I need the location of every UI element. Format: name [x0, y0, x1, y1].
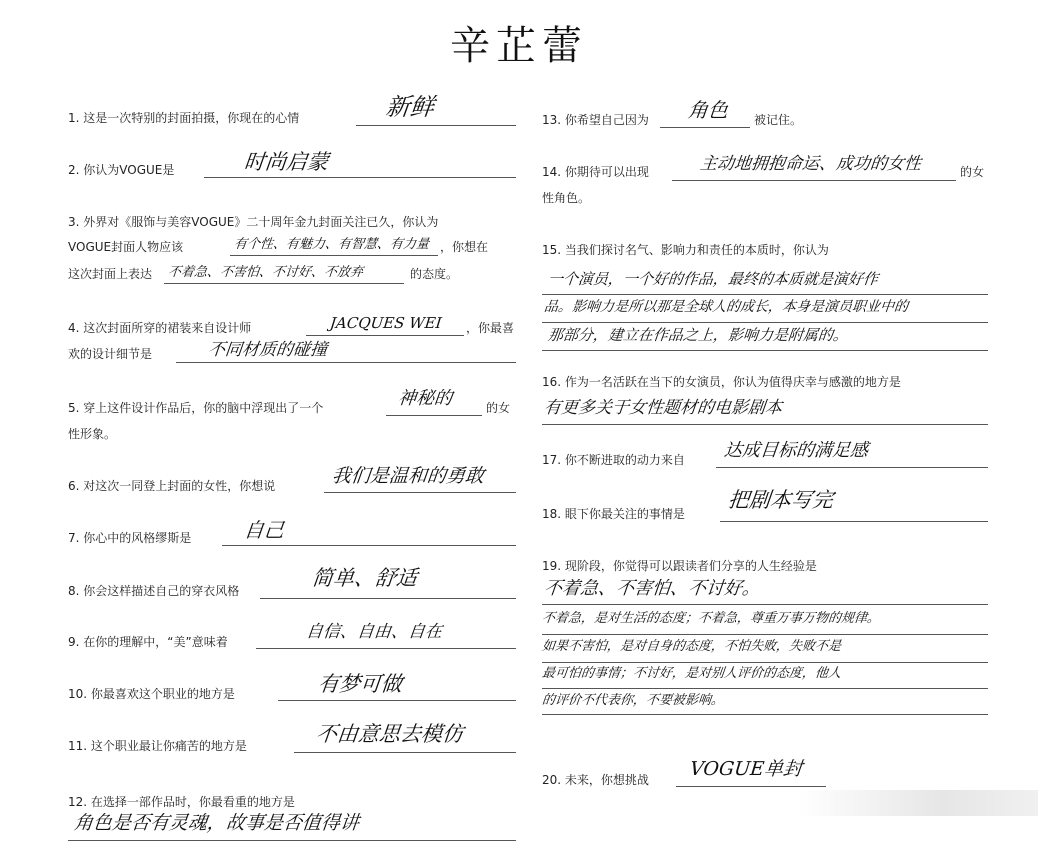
question-8-text: 8. 你会这样描述自己的穿衣风格 — [68, 584, 240, 598]
question-14 — [542, 164, 649, 180]
answer-15-line3: 那部分，建立在作品之上，影响力是附属的。 — [547, 326, 850, 344]
page-title: 辛芷蕾 — [450, 23, 588, 69]
question-17 — [542, 452, 685, 468]
question-3 — [68, 214, 438, 230]
question-16 — [542, 374, 901, 390]
answer-line-18 — [720, 521, 988, 522]
question-4-line1-post: ，你最喜 — [466, 321, 515, 335]
answer-line-15b — [542, 322, 988, 323]
question-9-text: 9. 在你的理解中，“美”意味着 — [68, 635, 228, 649]
question-3-line2-pre: VOGUE封面人物应该 — [68, 240, 184, 254]
answer-line-4b — [176, 362, 516, 363]
answer-line-8 — [260, 598, 516, 599]
answer-5: 神秘的 — [396, 388, 454, 409]
answer-line-1 — [356, 125, 516, 126]
answer-15-line1: 一个演员，一个好的作品，最终的本质就是演好作 — [547, 270, 880, 288]
answer-13: 角色 — [686, 98, 730, 122]
answer-19-line4: 最可怕的事情；不讨好，是对别人评价的态度，他人 — [541, 666, 842, 681]
question-3-line3-post: 的态度。 — [410, 267, 459, 281]
question-1 — [68, 110, 299, 126]
answer-line-5 — [386, 415, 482, 416]
answer-19-line2: 不着急，是对生活的态度；不着急，尊重万事万物的规律。 — [541, 611, 881, 626]
answer-line-3b — [164, 283, 404, 284]
question-14-suffix: 的女 — [960, 165, 985, 179]
question-13 — [542, 112, 649, 128]
question-15-text: 15. 当我们探讨名气、影响力和责任的本质时，你认为 — [542, 243, 829, 257]
answer-3a: 有个性、有魅力、有智慧、有力量 — [233, 237, 430, 252]
question-7 — [68, 530, 191, 546]
question-18 — [542, 506, 685, 522]
answer-9: 自信、自由、自在 — [305, 622, 444, 642]
answer-4b: 不同材质的碰撞 — [207, 340, 329, 360]
answer-line-3a — [230, 255, 438, 256]
answer-line-13 — [660, 127, 750, 128]
answer-line-19e — [542, 714, 988, 715]
question-18-text: 18. 眼下你最关注的事情是 — [542, 507, 685, 521]
answer-line-11 — [294, 752, 516, 753]
question-2 — [68, 162, 174, 178]
answer-10: 有梦可做 — [316, 672, 404, 696]
question-15 — [542, 242, 829, 258]
question-5 — [68, 400, 323, 416]
answer-line-12 — [68, 840, 516, 841]
question-19-text: 19. 现阶段，你觉得可以跟读者们分享的人生经验是 — [542, 559, 817, 573]
answer-2: 时尚启蒙 — [242, 150, 330, 174]
question-1-text: 1. 这是一次特别的封面拍摄，你现在的心情 — [68, 111, 300, 125]
question-16-text: 16. 作为一名活跃在当下的女演员，你认为值得庆幸与感激的地方是 — [542, 375, 901, 389]
answer-line-15a — [542, 294, 988, 295]
answer-12: 角色是否有灵魂，故事是否值得讲 — [72, 812, 361, 834]
answer-1: 新鲜 — [384, 93, 436, 121]
question-13-text: 13. 你希望自己因为 — [542, 113, 649, 127]
answer-line-17 — [716, 467, 988, 468]
question-9 — [68, 634, 228, 650]
question-13-suffix: 被记住。 — [754, 113, 803, 127]
question-7-text: 7. 你心中的风格缪斯是 — [68, 531, 192, 545]
question-11 — [68, 738, 247, 754]
answer-11: 不由意思去模仿 — [314, 722, 465, 746]
question-4-row2 — [68, 346, 152, 362]
question-12 — [68, 794, 295, 810]
answer-line-2 — [204, 177, 516, 178]
question-14-line2: 性角色。 — [542, 191, 591, 205]
scan-shadow — [798, 790, 1038, 816]
answer-8: 简单、舒适 — [310, 566, 419, 590]
question-4 — [68, 320, 251, 336]
question-10-text: 10. 你最喜欢这个职业的地方是 — [68, 687, 235, 701]
question-3-line1: 3. 外界对《服饰与美容VOGUE》二十周年金九封面关注已久，你认为 — [68, 215, 439, 229]
question-12-text: 12. 在选择一部作品时，你最看重的地方是 — [68, 795, 295, 809]
question-4-line2-pre: 欢的设计细节是 — [68, 347, 153, 361]
question-19 — [542, 558, 817, 574]
question-20 — [542, 772, 649, 788]
answer-16: 有更多关于女性题材的电影剧本 — [543, 398, 784, 418]
question-3-line3-pre: 这次封面上表达 — [68, 267, 153, 281]
answer-line-6 — [324, 492, 516, 493]
question-5-line2: 性形象。 — [68, 427, 117, 441]
answer-15-line2: 品。影响力是所以那是全球人的成长，本身是演员职业中的 — [543, 299, 909, 315]
answer-line-10 — [278, 700, 516, 701]
answer-line-16 — [542, 424, 988, 425]
answer-20: VOGUE单封 — [688, 758, 804, 780]
question-3-row3 — [68, 266, 152, 282]
question-17-text: 17. 你不断进取的动力来自 — [542, 453, 685, 467]
question-6-text: 6. 对这次一同登上封面的女性，你想说 — [68, 479, 276, 493]
question-6 — [68, 478, 275, 494]
question-3-row2 — [68, 239, 183, 255]
answer-19-line1: 不着急、不害怕、不讨好。 — [542, 578, 762, 599]
answer-line-19c — [542, 662, 988, 663]
answer-line-19b — [542, 634, 988, 635]
answer-18: 把剧本写完 — [726, 488, 835, 512]
answer-line-19a — [542, 604, 988, 605]
question-14-text: 14. 你期待可以出现 — [542, 165, 649, 179]
answer-6: 我们是温和的勇敢 — [330, 465, 486, 487]
question-3-line2-post: ，你想在 — [440, 240, 489, 254]
question-2-text: 2. 你认为VOGUE是 — [68, 163, 175, 177]
answer-3b: 不着急、不害怕、不讨好、不放弃 — [167, 265, 364, 280]
answer-19-line3: 如果不害怕，是对自身的态度，不怕失败，失败不是 — [541, 639, 842, 654]
answer-line-14 — [672, 180, 956, 181]
answer-17: 达成目标的满足感 — [722, 440, 870, 461]
answer-14: 主动地拥抱命运、成功的女性 — [699, 154, 923, 174]
answer-line-9 — [256, 648, 516, 649]
answer-line-19d — [542, 688, 988, 689]
question-5-line1-pre: 5. 穿上这件设计作品后，你的脑中浮现出了一个 — [68, 401, 324, 415]
answer-line-20 — [676, 786, 826, 787]
answer-line-7 — [222, 545, 516, 546]
question-4-line1-pre: 4. 这次封面所穿的裙装来自设计师 — [68, 321, 252, 335]
question-11-text: 11. 这个职业最让你痛苦的地方是 — [68, 739, 247, 753]
question-20-text: 20. 未来，你想挑战 — [542, 773, 649, 787]
answer-7: 自己 — [242, 518, 286, 542]
question-8 — [68, 583, 239, 599]
answer-19-line5: 的评价不代表你，不要被影响。 — [541, 693, 725, 708]
answer-line-4a — [306, 335, 464, 336]
question-10 — [68, 686, 235, 702]
answer-line-15c — [542, 350, 988, 351]
answer-4a: JACQUES WEI — [329, 314, 443, 332]
question-5-line1-post: 的女 — [486, 401, 511, 415]
